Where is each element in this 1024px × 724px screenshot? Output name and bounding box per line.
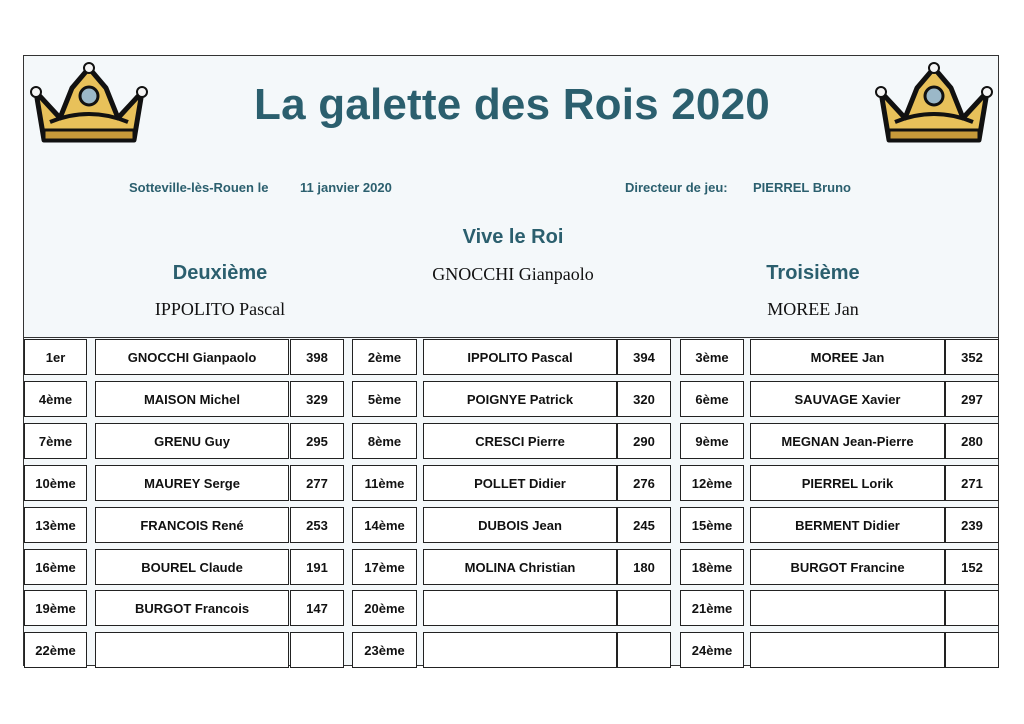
player-name-cell: DUBOIS Jean [423, 507, 617, 543]
score-cell: 329 [290, 381, 344, 417]
rank-cell: 20ème [352, 590, 417, 626]
player-name-cell: MOLINA Christian [423, 549, 617, 585]
king-heading: Vive le Roi [462, 226, 564, 248]
score-cell: 239 [945, 507, 999, 543]
rank-cell: 3ème [680, 339, 744, 375]
player-name-cell: BERMENT Didier [750, 507, 945, 543]
player-name-cell: MEGNAN Jean-Pierre [750, 423, 945, 459]
rank-cell: 19ème [24, 590, 87, 626]
player-name-cell: GRENU Guy [95, 423, 289, 459]
player-name-cell: POIGNYE Patrick [423, 381, 617, 417]
score-cell: 245 [617, 507, 671, 543]
score-cell: 253 [290, 507, 344, 543]
player-name-cell: MOREE Jan [750, 339, 945, 375]
rank-cell: 1er [24, 339, 87, 375]
score-cell: 180 [617, 549, 671, 585]
score-cell: 280 [945, 423, 999, 459]
score-cell: 394 [617, 339, 671, 375]
rank-cell: 8ème [352, 423, 417, 459]
rank-cell: 17ème [352, 549, 417, 585]
rank-cell: 6ème [680, 381, 744, 417]
player-name-cell: MAUREY Serge [95, 465, 289, 501]
second-name: IPPOLITO Pascal [154, 299, 286, 319]
player-name-cell: GNOCCHI Gianpaolo [95, 339, 289, 375]
player-name-cell: POLLET Didier [423, 465, 617, 501]
player-name-cell: BURGOT Francine [750, 549, 945, 585]
event-date: 11 janvier 2020 [300, 180, 392, 195]
player-name-cell: SAUVAGE Xavier [750, 381, 945, 417]
score-cell: 191 [290, 549, 344, 585]
rank-cell: 16ème [24, 549, 87, 585]
player-name-cell: FRANCOIS René [95, 507, 289, 543]
rank-cell: 18ème [680, 549, 744, 585]
rank-cell: 22ème [24, 632, 87, 668]
player-name-cell [750, 632, 945, 668]
third-heading: Troisième [766, 262, 860, 284]
director-label: Directeur de jeu: [625, 180, 728, 195]
rank-cell: 9ème [680, 423, 744, 459]
rank-cell: 14ème [352, 507, 417, 543]
score-cell: 277 [290, 465, 344, 501]
score-cell: 295 [290, 423, 344, 459]
player-name-cell: IPPOLITO Pascal [423, 339, 617, 375]
player-name-cell: MAISON Michel [95, 381, 289, 417]
score-cell: 297 [945, 381, 999, 417]
score-cell [617, 632, 671, 668]
rank-cell: 15ème [680, 507, 744, 543]
score-cell [617, 590, 671, 626]
player-name-cell [750, 590, 945, 626]
page-title: La galette des Rois 2020 [254, 80, 770, 129]
score-cell [945, 632, 999, 668]
rank-cell: 10ème [24, 465, 87, 501]
rank-cell: 12ème [680, 465, 744, 501]
score-cell: 320 [617, 381, 671, 417]
player-name-cell [95, 632, 289, 668]
rank-cell: 7ème [24, 423, 87, 459]
player-name-cell: BOUREL Claude [95, 549, 289, 585]
score-cell: 352 [945, 339, 999, 375]
director-name: PIERREL Bruno [753, 180, 851, 195]
score-cell: 276 [617, 465, 671, 501]
player-name-cell: CRESCI Pierre [423, 423, 617, 459]
rank-cell: 23ème [352, 632, 417, 668]
player-name-cell: PIERREL Lorik [750, 465, 945, 501]
score-cell: 147 [290, 590, 344, 626]
place-label: Sotteville-lès-Rouen le [129, 180, 269, 195]
score-cell [945, 590, 999, 626]
king-name: GNOCCHI Gianpaolo [432, 264, 594, 284]
table-top-border [23, 337, 999, 338]
rank-cell: 24ème [680, 632, 744, 668]
third-name: MOREE Jan [767, 299, 859, 319]
rank-cell: 21ème [680, 590, 744, 626]
score-cell: 290 [617, 423, 671, 459]
player-name-cell [423, 590, 617, 626]
score-cell: 152 [945, 549, 999, 585]
score-cell: 398 [290, 339, 344, 375]
rank-cell: 4ème [24, 381, 87, 417]
player-name-cell: BURGOT Francois [95, 590, 289, 626]
rank-cell: 5ème [352, 381, 417, 417]
rank-cell: 2ème [352, 339, 417, 375]
player-name-cell [423, 632, 617, 668]
score-cell: 271 [945, 465, 999, 501]
rank-cell: 13ème [24, 507, 87, 543]
rank-cell: 11ème [352, 465, 417, 501]
score-cell [290, 632, 344, 668]
second-heading: Deuxième [172, 262, 268, 284]
